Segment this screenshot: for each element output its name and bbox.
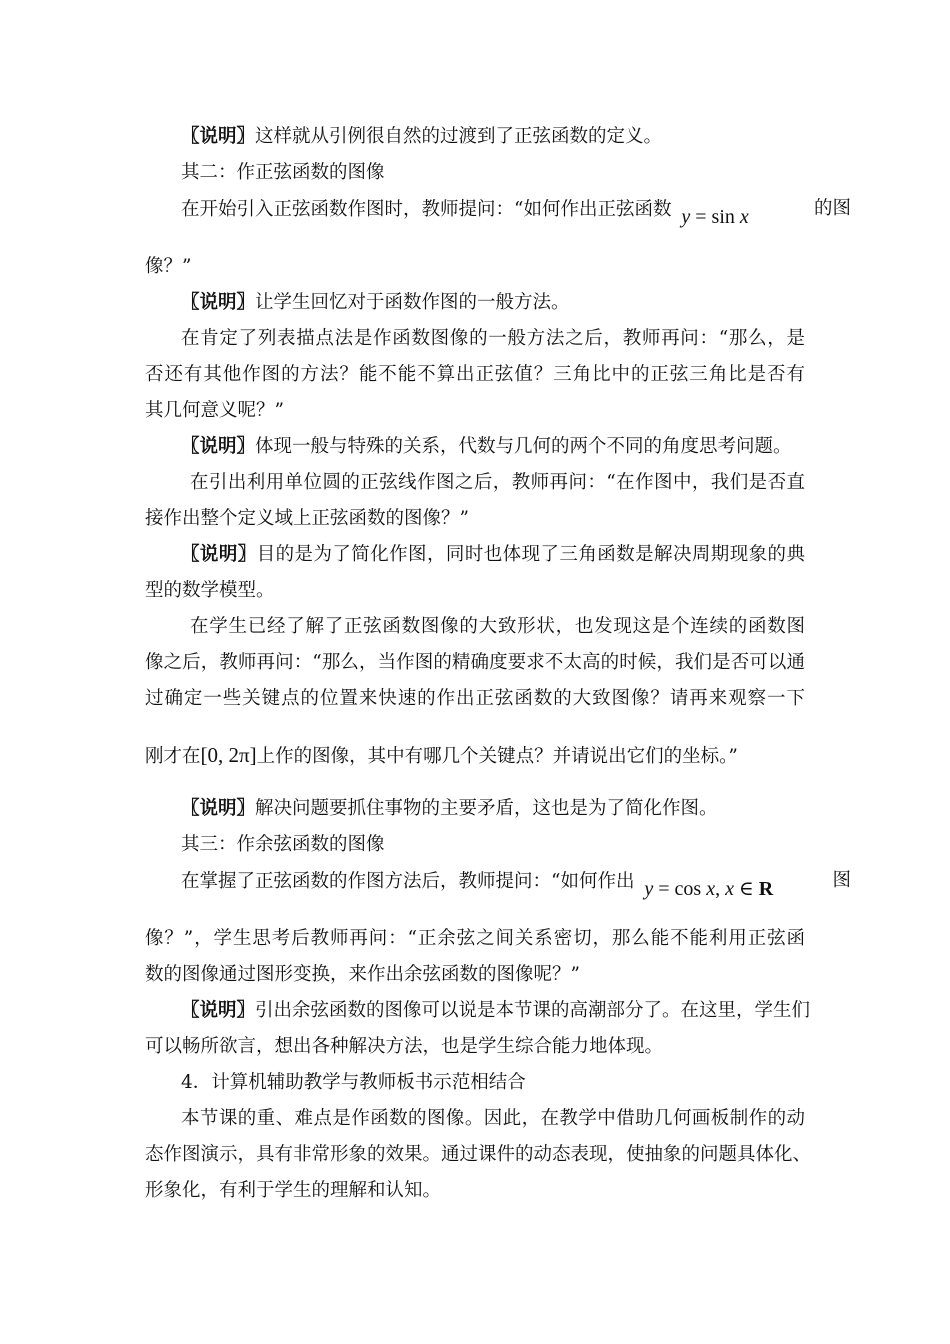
note-text: 让学生回忆对于函数作图的一般方法。 bbox=[255, 292, 570, 313]
paragraph-line: 像？”，学生思考后教师再问：“正余弦之间关系密切，那么能不能利用正弦函 bbox=[145, 928, 805, 949]
section-heading-cosine: 其三：作余弦函数的图像 bbox=[181, 834, 385, 855]
note-paragraph bbox=[181, 434, 851, 460]
paragraph-line: 态作图演示，具有非常形象的效果。通过课件的动态表现，使抽象的问题具体化、 bbox=[145, 1144, 812, 1165]
paragraph-line: 形象化，有利于学生的理解和认知。 bbox=[145, 1180, 442, 1201]
note-paragraph bbox=[181, 124, 851, 150]
section-heading-cai: 4．计算机辅助教学与教师板书示范相结合 bbox=[181, 1072, 526, 1093]
paragraph-line: 过确定一些关键点的位置来快速的作出正弦函数的大致图像？请再来观察一下 bbox=[145, 688, 805, 709]
paragraph-line bbox=[145, 742, 815, 770]
paragraph-line: 型的数学模型。 bbox=[145, 580, 275, 601]
paragraph-line: 否还有其他作图的方法？能不能不算出正弦值？三角比中的正弦三角比是否有 bbox=[145, 364, 805, 385]
formula-interval: [0, 2π] bbox=[200, 743, 257, 767]
paragraph-line: 本节课的重、难点是作函数的图像。因此，在教学中借助几何画板制作的动 bbox=[181, 1108, 805, 1129]
text-run: 图 bbox=[832, 870, 851, 891]
section-heading-sine: 其二：作正弦函数的图像 bbox=[181, 162, 385, 183]
formula-y-sin-x: y = sin x bbox=[681, 206, 749, 228]
note-tag: 〖说明〗 bbox=[181, 126, 256, 147]
note-text: 目的是为了简化作图，同时也体现了三角函数是解决周期现象的典 bbox=[256, 544, 805, 565]
note-paragraph bbox=[181, 290, 851, 316]
paragraph-line: 在引出利用单位圆的正弦线作图之后，教师再问：“在作图中，我们是否直 bbox=[190, 472, 805, 493]
paragraph-line: 在学生已经了解了正弦函数图像的大致形状，也发现这是个连续的函数图 bbox=[190, 616, 805, 637]
paragraph-line: 数的图像通过图形变换，来作出余弦函数的图像呢？” bbox=[145, 964, 580, 985]
text-run: 刚才在 bbox=[145, 746, 201, 767]
paragraph-line: 像？” bbox=[145, 256, 192, 277]
text-run: 上作的图像，其中有哪几个关键点？并请说出它们的坐标。” bbox=[256, 746, 738, 767]
note-paragraph bbox=[181, 796, 851, 822]
note-tag: 〖说明〗 bbox=[181, 436, 256, 457]
paragraph-line bbox=[181, 868, 851, 900]
note-text: 这样就从引例很自然的过渡到了正弦函数的定义。 bbox=[255, 126, 663, 147]
paragraph-line: 可以畅所欲言，想出各种解决方法，也是学生综合能力地体现。 bbox=[145, 1036, 664, 1057]
paragraph-line bbox=[181, 196, 851, 228]
note-paragraph bbox=[181, 542, 805, 568]
note-text: 解决问题要抓住事物的主要矛盾，这也是为了简化作图。 bbox=[255, 798, 718, 819]
note-text: 引出余弦函数的图像可以说是本节课的高潮部分了。在这里，学生们 bbox=[255, 1000, 811, 1021]
note-text: 体现一般与特殊的关系，代数与几何的两个不同的角度思考问题。 bbox=[255, 436, 792, 457]
note-tag: 〖说明〗 bbox=[181, 544, 257, 565]
paragraph-line: 其几何意义呢？” bbox=[145, 400, 284, 421]
note-paragraph bbox=[181, 998, 811, 1024]
paragraph-line: 在肯定了列表描点法是作函数图像的一般方法之后，教师再问：“那么，是 bbox=[181, 328, 805, 349]
paragraph-line: 像之后，教师再问：“那么，当作图的精确度要求不太高的时候，我们是否可以通 bbox=[145, 652, 805, 673]
formula-y-cos-x: y = cos x, x ∈ R bbox=[644, 878, 774, 900]
note-tag: 〖说明〗 bbox=[181, 1000, 256, 1021]
text-run: 在开始引入正弦函数作图时，教师提问：“如何作出正弦函数 bbox=[181, 199, 672, 220]
text-run: 在掌握了正弦函数的作图方法后，教师提问：“如何作出 bbox=[181, 871, 635, 892]
note-tag: 〖说明〗 bbox=[181, 798, 256, 819]
paragraph-line: 接作出整个定义域上正弦函数的图像？” bbox=[145, 508, 469, 529]
text-run: 的图 bbox=[813, 198, 851, 219]
note-tag: 〖说明〗 bbox=[181, 292, 256, 313]
